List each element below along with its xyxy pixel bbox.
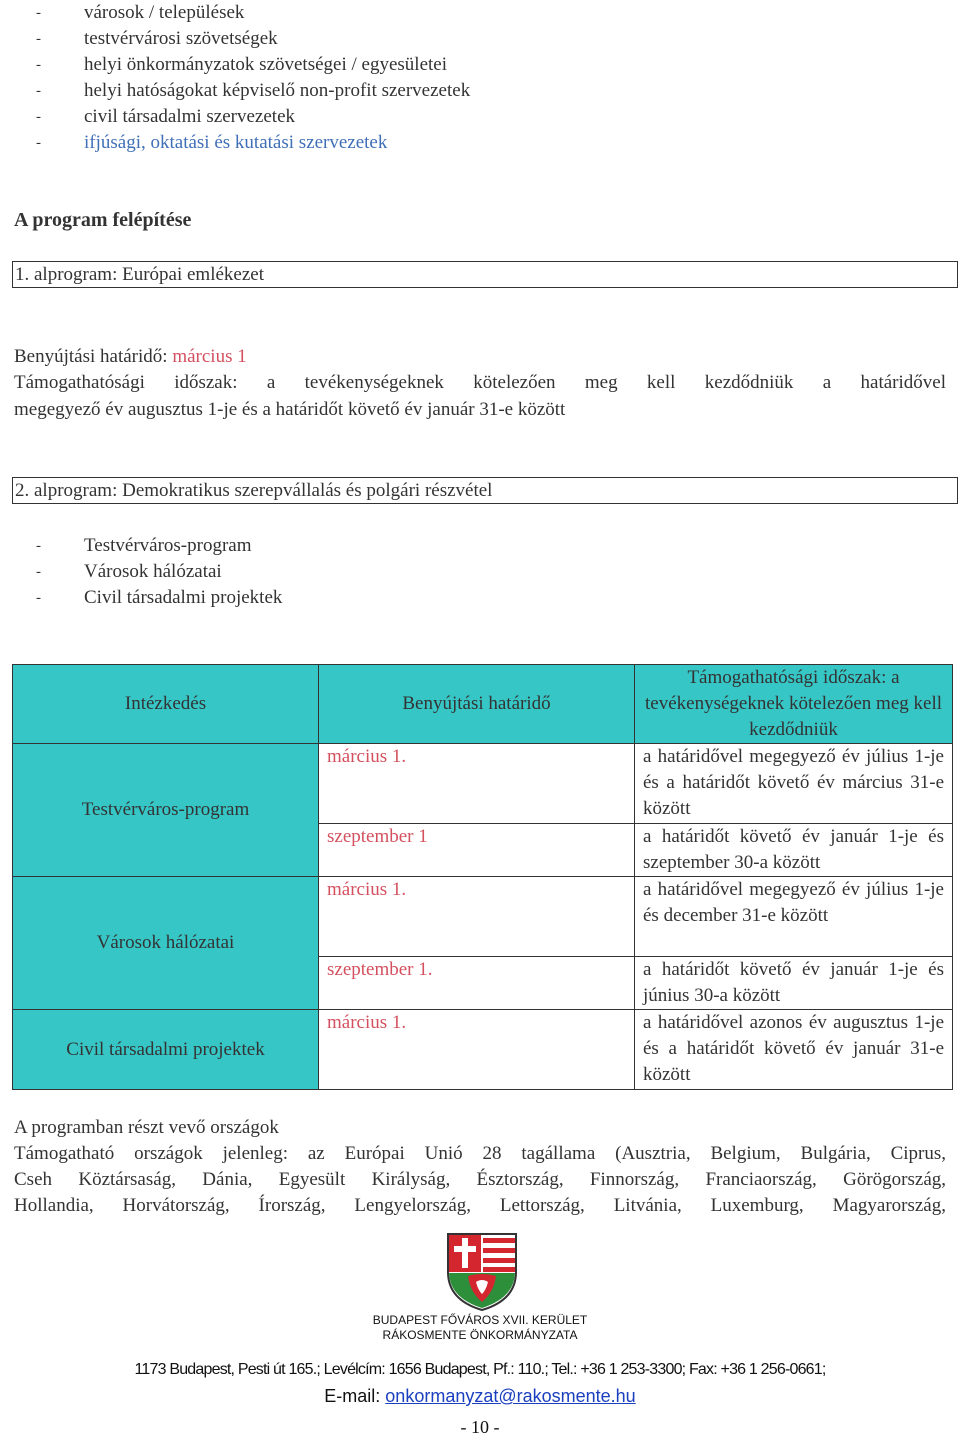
list-item	[14, 26, 470, 52]
list-item	[14, 104, 470, 130]
list-item	[14, 585, 282, 611]
table-row	[13, 1010, 953, 1090]
subprogram-1-deadline	[14, 344, 247, 370]
deadline-label: Benyújtási határidő:	[14, 346, 173, 367]
email-link[interactable]: onkormanyzat@rakosmente.hu	[385, 1386, 636, 1406]
list-item-text: ifjúsági, oktatási és kutatási szervezetek	[84, 132, 388, 153]
table-header-row	[13, 665, 953, 744]
footer-org-line1: BUDAPEST FŐVÁROS XVII. KERÜLET	[372, 1313, 588, 1327]
list-item-text: Civil társadalmi projektek	[84, 587, 283, 608]
subprogram-1-period-line2: megegyező év augusztus 1-je és a határidőt követő év január 31-e között	[14, 399, 566, 420]
period-cell: a határidőt követő év január 1-je és szeptember 30-a között	[635, 824, 953, 877]
header-period: Támogathatósági időszak: a tevékenységeknek kötelezően meg kell kezdődniük	[635, 665, 953, 744]
email-label: E-mail:	[324, 1386, 386, 1406]
list-item	[14, 559, 282, 585]
period-cell: a határidőt követő év január 1-je és június 30-a között	[635, 957, 953, 1010]
list-dash: -	[36, 31, 41, 47]
header-deadline: Benyújtási határidő	[319, 665, 635, 744]
list-item	[14, 533, 282, 559]
list-dash: -	[36, 83, 41, 99]
list-dash: -	[36, 57, 41, 73]
subprogram-1-period-line1: Támogathatósági időszak: a tevékenységeknek kötelezően meg kell kezdődniük a határidővel	[14, 372, 946, 393]
subprogram-2-title: 2. alprogram: Demokratikus szerepvállalás és polgári részvétel	[12, 477, 958, 504]
footer-org-line2: RÁKOSMENTE ÖNKORMÁNYZATA	[382, 1328, 578, 1342]
table-row	[13, 744, 953, 824]
list-dash: -	[36, 5, 41, 21]
list-item-text: civil társadalmi szervezetek	[84, 106, 296, 127]
page-number: - 10 -	[460, 1417, 500, 1437]
footer-org	[0, 1313, 960, 1343]
list-item-text: Testvérváros-program	[84, 535, 252, 556]
table-row	[13, 877, 953, 957]
countries-line: Hollandia, Horvátország, Írország, Lengyelország, Lettország, Litvánia, Luxemburg, Magyarország,	[14, 1195, 946, 1216]
list-dash: -	[36, 109, 41, 125]
list-item-text: Városok hálózatai	[84, 561, 222, 582]
eligible-organisations-list	[14, 0, 470, 156]
countries-line: Támogatható országok jelenleg: az Európai Unió 28 tagállama (Ausztria, Belgium, Bulgária, Ciprus,	[14, 1143, 946, 1164]
measures-table	[12, 664, 953, 1090]
list-item	[14, 130, 470, 156]
list-dash: -	[36, 135, 41, 151]
measure-cell: Városok hálózatai	[13, 877, 319, 1010]
deadline-cell: március 1.	[319, 1010, 635, 1090]
deadline-cell: szeptember 1.	[319, 957, 635, 1010]
list-dash: -	[36, 590, 41, 606]
measure-cell: Civil társadalmi projektek	[13, 1010, 319, 1090]
period-cell: a határidővel megegyező év július 1-je és december 31-e között	[635, 877, 953, 957]
countries-heading: A programban részt vevő országok	[14, 1117, 279, 1138]
subprogram-2-list	[14, 533, 282, 611]
period-cell: a határidővel azonos év augusztus 1-je és a határidőt követő év január 31-e között	[635, 1010, 953, 1090]
list-item-text: testvérvárosi szövetségek	[84, 28, 278, 49]
deadline-cell: szeptember 1	[319, 824, 635, 877]
footer-address: 1173 Budapest, Pesti út 165.; Levélcím: 1656 Budapest, Pf.: 110.; Tel.: +36 1 253-3300; Fax: +36 1 256-0661;	[134, 1361, 826, 1378]
deadline-value: március 1	[172, 346, 247, 367]
subprogram-1-title: 1. alprogram: Európai emlékezet	[12, 261, 958, 288]
measure-cell: Testvérváros-program	[13, 744, 319, 877]
list-item-text: városok / települések	[84, 2, 245, 23]
coat-of-arms-icon	[446, 1232, 518, 1312]
list-item-text: helyi önkormányzatok szövetségei / egyesületei	[84, 54, 447, 75]
list-dash: -	[36, 564, 41, 580]
period-cell: a határidővel megegyező év július 1-je és a határidőt követő év március 31-e között	[635, 744, 953, 824]
countries-line: Cseh Köztársaság, Dánia, Egyesült Királyság, Észtország, Finnország, Franciaország, Görögország,	[14, 1169, 946, 1190]
list-item	[14, 52, 470, 78]
header-measure: Intézkedés	[13, 665, 319, 744]
section-heading: A program felépítése	[14, 209, 192, 231]
list-item	[14, 78, 470, 104]
list-item-text: helyi hatóságokat képviselő non-profit szervezetek	[84, 80, 471, 101]
deadline-cell: március 1.	[319, 744, 635, 824]
list-item	[14, 0, 470, 26]
list-dash: -	[36, 538, 41, 554]
deadline-cell: március 1.	[319, 877, 635, 957]
footer-email	[0, 1383, 960, 1409]
